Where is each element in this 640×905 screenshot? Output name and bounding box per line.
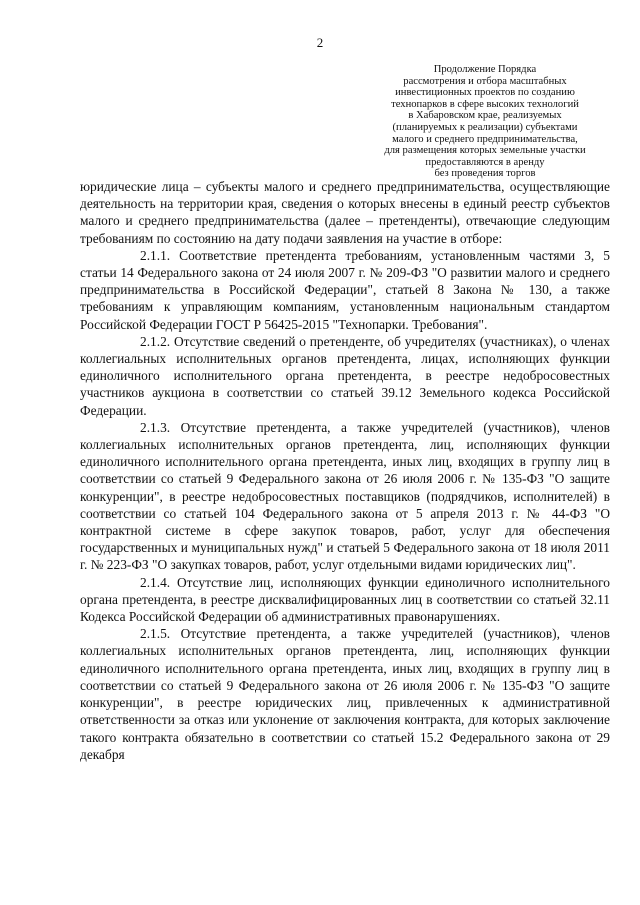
header-line: Продолжение Порядка	[433, 64, 537, 75]
header-line: в Хабаровском крае, реализуемых	[408, 110, 562, 122]
document-body	[80, 178, 610, 763]
clause-2-1-5: 2.1.5. Отсутствие претендента, а также учредителей (участников), членов коллегиальных исполнительных органов претендента, лиц, исполняющих функции единоличного исполнительного органа претендента, иных лиц, входящих в группу лиц в соответствии со статьей 9 Федерального закона от 26 июля 2006 г. № 135-ФЗ "О защите конкуренции", в реестре юридических лиц, привлеченных к административной ответственности за отказ или уклонение от заключения контракта, для которых заключение такого контракта обязательно в соответствии со статьей 15.2 Федерального закона от 29 декабря	[80, 626, 610, 762]
header-line: без проведения торгов	[434, 168, 536, 180]
clause-2-1-4: 2.1.4. Отсутствие лиц, исполняющих функции единоличного исполнительного органа претендента, в реестре дисквалифицированных лиц в соответствии со статьей 32.11 Кодекса Российской Федерации об административных правонарушениях.	[80, 574, 610, 625]
header-line: для размещения которых земельные участки	[384, 145, 586, 157]
clause-2-1-1: 2.1.1. Соответствие претендента требованиям, установленным частями 3, 5 статьи 14 Федерального закона от 24 июля 2007 г. № 209-ФЗ "О развитии малого и среднего предпринимательства в Российской Федерации", статьей 8 Закона № 130, а также требованиям к управляющим компаниям, установленным национальным стандартом Российской Федерации ГОСТ Р 56425-2015 "Технопарки. Требования".	[80, 247, 610, 332]
clause-2-1-3: 2.1.3. Отсутствие претендента, а также учредителей (участников), членов коллегиальных исполнительных органов претендента, лиц, исполняющих функции единоличного исполнительного органа претендента, иных лиц, входящих в группу лиц в соответствии со статьей 9 Федерального закона от 26 июля 2006 г. № 135-ФЗ "О защите конкуренции", в реестре недобросовестных поставщиков (подрядчиков, исполнителей) в соответствии со статьей 104 Федерального закона от 5 апреля 2013 г. № 44-ФЗ "О контрактной системе в сфере закупок товаров, работ, услуг для обеспечения государственных и муниципальных нужд" и статьей 5 Федерального закона от 18 июля 2011 г. № 223-ФЗ "О закупках товаров, работ, услуг отдельными видами юридических лиц".	[80, 419, 610, 573]
header-line: малого и среднего предпринимательства,	[392, 133, 578, 145]
header-line: предоставляются в аренду	[425, 156, 545, 168]
header-line: (планируемых к реализации) субъектами	[392, 121, 578, 133]
header-line: рассмотрения и отбора масштабных	[403, 75, 567, 87]
document-header	[360, 64, 610, 180]
header-line: инвестиционных проектов по созданию	[395, 87, 575, 99]
header-line: технопарков в сфере высоких технологий	[391, 98, 579, 110]
page-number: 2	[316, 35, 324, 50]
clause-2-1-2: 2.1.2. Отсутствие сведений о претенденте, об учредителях (участниках), о членах коллегиальных исполнительных органов претендента, лицах, исполняющих функции единоличного исполнительного органа претендента, в реестре недобросовестных участников аукциона в соответствии со статьей 39.12 Земельного кодекса Российской Федерации.	[80, 333, 610, 418]
body-paragraph: юридические лица – субъекты малого и среднего предпринимательства, осуществляющие деятельность на территории края, сведения о которых внесены в единый реестр субъектов малого и среднего предпринимательства (далее – претенденты), отвечающие следующим требованиям по состоянию на дату подачи заявления на участие в отборе:	[80, 179, 610, 246]
